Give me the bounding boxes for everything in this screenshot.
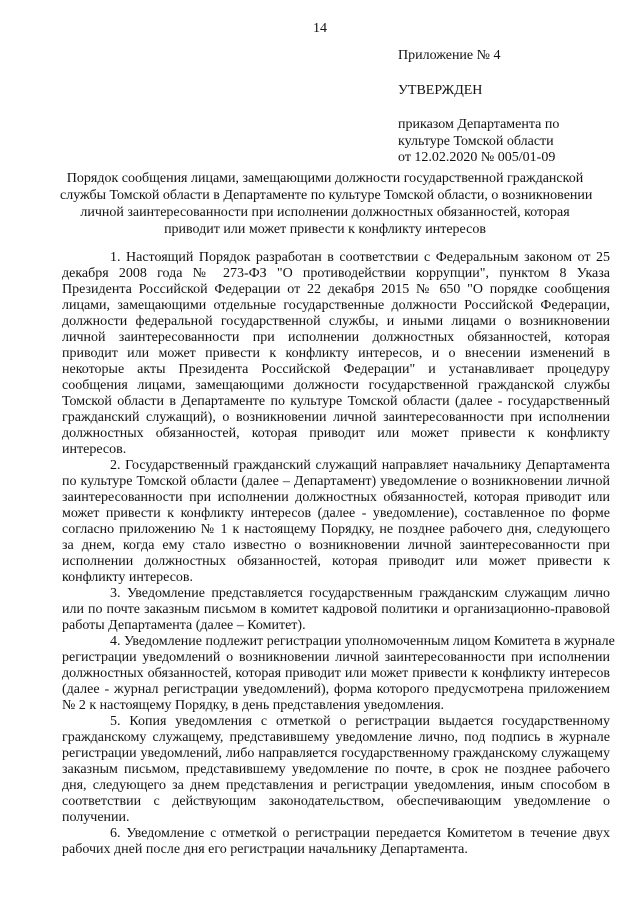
paragraph-line: гражданскому служащему, представившему уведомление лично, под подпись в журнале [62, 730, 610, 745]
paragraph-line: 1. Настоящий Порядок разработан в соответствии с Федеральным законом от 25 [110, 250, 610, 265]
paragraph [62, 714, 610, 826]
paragraph-line: 5. Копия уведомления с отметкой о регистрации выдается государственному [110, 714, 610, 729]
paragraph-line: заказным письмом, представившему уведомление по почте, в срок не позднее рабочего [62, 762, 610, 777]
paragraph-line: дня, следующего за днем представления и регистрации уведомления, иным способом в [62, 778, 610, 793]
title-line: приводит или может привести к конфликту интересов [164, 222, 486, 237]
paragraph-line: 4. Уведомление подлежит регистрации уполномоченным лицом Комитета в журнале [110, 634, 615, 649]
approval-block [398, 48, 628, 167]
paragraph-line: гражданский служащий), о возникновении личной заинтересованности при исполнении [62, 410, 610, 425]
paragraph-line: должностных обязанностей, которая приводит или может привести к конфликту [62, 426, 610, 441]
paragraph-line: декабря 2008 года № 273-ФЗ "О противодействии коррупции", пунктом 8 Указа [62, 266, 610, 281]
document-title [60, 170, 593, 238]
paragraph-line: конфликту интересов. [62, 570, 194, 585]
paragraph-line: Томской области в Департаменте по культуре Томской области (далее - государственный [62, 394, 610, 409]
order-line: культуре Томской области [398, 133, 554, 149]
page-number: 14 [313, 21, 327, 36]
order-line: от 12.02.2020 № 005/01-09 [398, 150, 556, 165]
paragraph-line: № 2 к настоящему Порядку, в день представления уведомления. [62, 698, 445, 713]
paragraph-line: за днем, когда ему стало известно о возникновении личной заинтересованности при [62, 538, 610, 553]
paragraph [62, 586, 610, 634]
paragraph-line: согласно приложению № 1 к настоящему Порядку, не позднее рабочего дня, следующего [62, 522, 610, 537]
appendix-label: Приложение № 4 [398, 48, 501, 63]
paragraph [62, 826, 610, 858]
order-line: приказом Департамента по [398, 117, 560, 132]
approved-label: УТВЕРЖДЕН [398, 82, 483, 98]
paragraph-line: Президента Российской Федерации от 22 декабря 2015 № 650 "О порядке сообщения [62, 282, 610, 297]
paragraph-line: некоторые акты Президента Российской Федерации" и устанавливает процедуру [62, 362, 610, 377]
paragraph-line: получении. [62, 810, 130, 825]
paragraph-line: 6. Уведомление с отметкой о регистрации передается Комитетом в течение двух [110, 826, 610, 841]
paragraph-line: по культуре Томской области (далее – Департамент) уведомление о возникновении личной [62, 474, 610, 489]
paragraph-line: лицами, замещающими отдельные государственные должности Российской Федерации, [62, 298, 610, 313]
document-body [62, 250, 615, 858]
paragraph-line: приводит или может привести к конфликту интересов, и о внесении изменений в [62, 346, 610, 361]
paragraph-line: (далее - журнал регистрации уведомлений), форма которого предусмотрена приложением [62, 682, 610, 697]
title-line: личной заинтересованности при исполнении должностных обязанностей, которая [80, 205, 570, 220]
title-line: службы Томской области в Департаменте по культуре Томской области, о возникновении [60, 188, 593, 203]
paragraph-line: исполнении должностных обязанностей, которая приводит или может привести к [62, 554, 610, 569]
paragraph-line: соответствии с действующим законодательством, обеспечивающим уведомление о [62, 794, 610, 809]
paragraph-line: 2. Государственный гражданский служащий направляет начальнику Департамента [110, 458, 610, 473]
paragraph-line: или по почте заказным письмом в комитет кадровой политики и организационно-правовой [62, 602, 610, 617]
paragraph-line: регистрации уведомлений, либо направляется государственному гражданскому служащему [62, 746, 610, 761]
paragraph [62, 250, 610, 458]
paragraph-line: 3. Уведомление представляется государственным гражданским служащим лично [110, 586, 610, 601]
paragraph-line: заинтересованности при исполнении должностных обязанностей, которая приводит или [62, 490, 610, 505]
paragraph-line: сообщения лицами, замещающими должности государственной гражданской службы [62, 378, 610, 393]
paragraph-line: личной заинтересованности при исполнении должностных обязанностей, которая [62, 330, 610, 345]
paragraph [62, 634, 615, 714]
paragraph-line: рабочих дней после дня его регистрации начальнику Департамента. [62, 842, 468, 857]
paragraph-line: может привести к конфликту интересов (далее - уведомление), составленное по форме [62, 506, 610, 521]
paragraph-line: должностных обязанностей, которая приводит или может привести к конфликту интересов [62, 666, 610, 681]
paragraph-line: должности федеральной государственной службы, и иными лицами о возникновении [62, 314, 610, 329]
paragraph-line: регистрации уведомлений о возникновении личной заинтересованности при исполнении [62, 650, 610, 665]
paragraph [62, 458, 610, 586]
paragraph-line: работы Департамента (далее – Комитет). [62, 618, 306, 633]
title-line: Порядок сообщения лицами, замещающими должности государственной гражданской [66, 171, 584, 186]
paragraph-line: интересов. [62, 442, 127, 457]
